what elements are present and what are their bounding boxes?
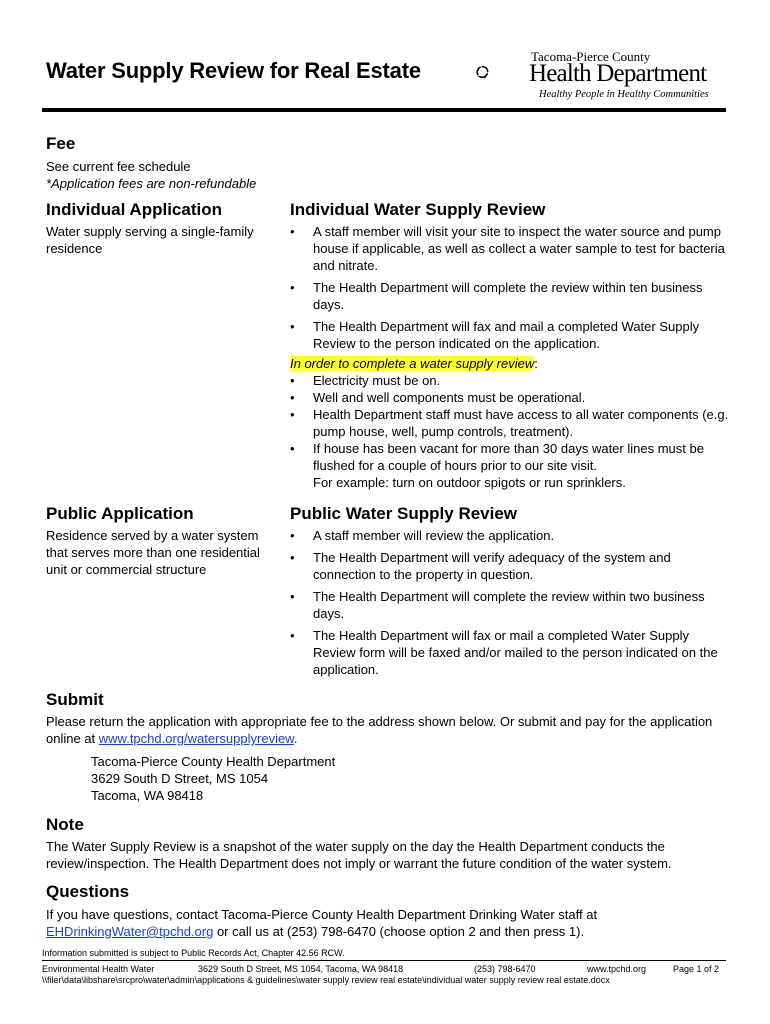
submit-text-body: Please return the application with appropriate fee to the address shown below. Or submit and pay for the application online at [46, 714, 713, 746]
list-item: • If house has been vacant for more than 30 days water lines must be flushed for a couple of hours prior to our site visit. [290, 440, 730, 474]
questions-text-body: If you have questions, contact Tacoma-Pierce County Health Department Drinking Water staff at [46, 907, 598, 922]
footer-phone: (253) 798-6470 [474, 964, 536, 974]
individual-review-list [290, 223, 730, 352]
individual-application-desc: Water supply serving a single-family residence [46, 224, 254, 256]
list-item: • The Health Department will verify adequacy of the system and connection to the property in question. [290, 549, 730, 583]
individual-application-heading: Individual Application [46, 200, 222, 219]
public-review-list [290, 527, 730, 678]
footer-rule [42, 960, 726, 961]
requirements-intro-colon: : [534, 356, 538, 371]
questions-text-end: or call us at (253) 798-6470 (choose option 2 and then press 1). [213, 924, 585, 939]
header-rule [42, 108, 726, 112]
footer-address: 3629 South D Street, MS 1054, Tacoma, WA 98418 [198, 964, 404, 974]
logo-tagline: Healthy People in Healthy Communities [539, 89, 709, 100]
public-records-note: Information submitted is subject to Public Records Act, Chapter 42.56 RCW. [42, 948, 345, 958]
requirements-example: For example: turn on outdoor spigots or run sprinklers. [313, 475, 626, 490]
submit-heading: Submit [46, 690, 104, 709]
watersupplyreview-link[interactable]: www.tpchd.org/watersupplyreview [98, 731, 294, 746]
logo-department: Health Department [529, 60, 707, 87]
list-item: • The Health Department will fax or mail a completed Water Supply Review form will be faxed and/or mailed to the person indicated on the application. [290, 627, 730, 678]
address-line: Tacoma, WA 98418 [91, 788, 204, 803]
individual-review-heading: Individual Water Supply Review [290, 200, 546, 219]
questions-text [46, 906, 726, 940]
requirements-intro-highlight: In order to complete a water supply review [290, 356, 535, 371]
list-item: • Electricity must be on. [290, 372, 730, 389]
requirements-list [290, 372, 730, 474]
submit-text [46, 713, 736, 747]
fee-schedule: See current fee schedule [46, 159, 191, 174]
logo-county: Tacoma-Pierce County [531, 49, 651, 64]
list-item: • Health Department staff must have access to all water components (e.g. pump house, well, pump controls, treatment). [290, 406, 730, 440]
questions-heading: Questions [46, 882, 130, 901]
public-review-heading: Public Water Supply Review [290, 504, 518, 523]
note-text: The Water Supply Review is a snapshot of the water supply on the day the Health Department conducts the review/inspection. The Health Department does not imply or warrant the future condition of the water system. [46, 839, 672, 871]
list-item: • A staff member will visit your site to inspect the water source and pump house if applicable, as well as collect a water sample to test for bacteria and nitrate. [290, 223, 730, 274]
public-application-desc: Residence served by a water system that serves more than one residential unit or commercial structure [46, 528, 260, 577]
submit-text-end: . [293, 731, 298, 746]
mailing-address [91, 753, 335, 804]
public-application-heading: Public Application [46, 504, 194, 523]
address-line: 3629 South D Street, MS 1054 [91, 771, 269, 786]
health-department-logo-icon [476, 40, 532, 104]
requirements-intro [290, 355, 538, 372]
list-item: • A staff member will review the application. [290, 527, 730, 544]
footer-page: Page 1 of 2 [673, 964, 720, 974]
list-item: • The Health Department will fax and mail a completed Water Supply Review to the person indicated on the application. [290, 318, 730, 352]
footer-web: www.tpchd.org [587, 964, 647, 974]
fee-note: *Application fees are non-refundable [46, 176, 257, 191]
page-title: Water Supply Review for Real Estate [46, 58, 421, 83]
list-item: • The Health Department will complete the review within two business days. [290, 588, 730, 622]
address-line: Tacoma-Pierce County Health Department [91, 754, 336, 769]
footer-file-path: \\filer\data\libshare\srcpro\water\admin\applications & guidelines\water supply review real estate\individual water supply review real estate.docx [42, 975, 610, 985]
email-link[interactable]: EHDrinkingWater@tpchd.org [46, 924, 214, 939]
list-item: • The Health Department will complete the review within ten business days. [290, 279, 730, 313]
fee-heading: Fee [46, 134, 76, 153]
footer-dept: Environmental Health Water [42, 964, 155, 974]
list-item: • Well and well components must be operational. [290, 389, 730, 406]
note-heading: Note [46, 815, 84, 834]
